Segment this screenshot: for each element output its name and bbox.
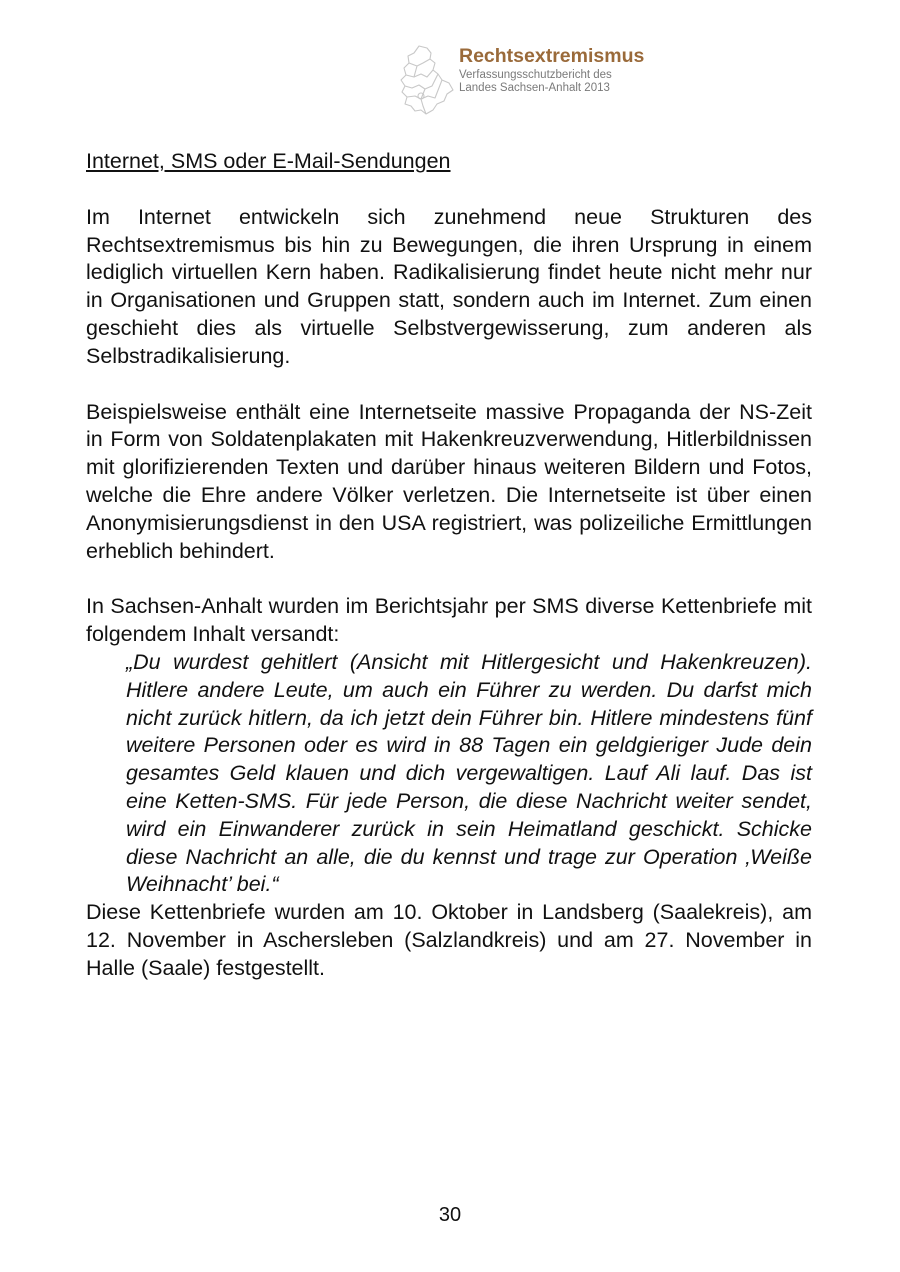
paragraph-sms-chain-letters: In Sachsen-Anhalt wurden im Berichtsjahr per SMS diverse Kettenbriefe mit folgendem Inhalt versandt: xyxy=(86,594,812,647)
main-content xyxy=(86,148,812,983)
paragraph-internet-structures: Im Internet entwickeln sich zunehmend neue Strukturen des Rechtsextremismus bis hin zu Bewegungen, die ihren Ursprung in einem lediglich virtuellen Kern haben. Radikalisierung findet heute nicht mehr nur in Organisationen und Gruppen statt, sondern auch im Internet. Zum einen geschieht dies als virtuelle Selbstvergewisserung, zum anderen als Selbstradikalisierung. xyxy=(86,204,812,368)
paragraph-website-propaganda: Beispielsweise enthält eine Internetseite massive Propaganda der NS-Zeit in Form von Soldatenplakaten mit Hakenkreuzverwendung, Hitlerbildnissen mit glorifizierenden Texten und darüber hinaus weiteren Bildern und Fotos, welche die Ehre andere Völker verletzen. Die Internetseite ist über einen Anonymisierungsdienst in den USA registriert, was polizeiliche Ermittlungen erheblich behindert. xyxy=(86,399,812,563)
paragraph-detection-dates: Diese Kettenbriefe wurden am 10. Oktober in Landsberg (Saalekreis), am 12. November in Aschersleben (Salzlandkreis) und am 27. November in Halle (Saale) festgestellt. xyxy=(86,900,812,980)
page-number: 30 xyxy=(438,1204,462,1226)
section-heading: Internet, SMS oder E-Mail-Sendungen xyxy=(86,149,451,173)
chain-letter-quote: „Du wurdest gehitlert (Ansicht mit Hitlergesicht und Hakenkreuzen). Hitlere andere Leute, um auch ein Führer zu werden. Du darfst mich nicht zurück hitlern, da ich jetzt dein Führer bin. Hitlere mindestens fünf weitere Personen oder es wird in 88 Tagen ein geldgieriger Jude dein gesamtes Geld klauen und dich vergewaltigen. Lauf Ali lauf. Das ist eine Ketten-SMS. Für jede Person, die diese Nachricht weiter sendet, wird ein Einwanderer zurück in sein Heimatland geschickt. Schicke diese Nachricht an alle, die du kennst und trage zur Operation ‚Weiße Weihnacht’ bei.“ xyxy=(126,649,812,897)
report-subtitle-line2: Landes Sachsen-Anhalt 2013 xyxy=(459,82,610,94)
report-title: Rechtsextremismus xyxy=(459,45,645,67)
report-subtitle-line1: Verfassungsschutzbericht des xyxy=(459,69,612,81)
saxony-anhalt-map-icon xyxy=(397,44,455,116)
page-header xyxy=(397,42,697,114)
